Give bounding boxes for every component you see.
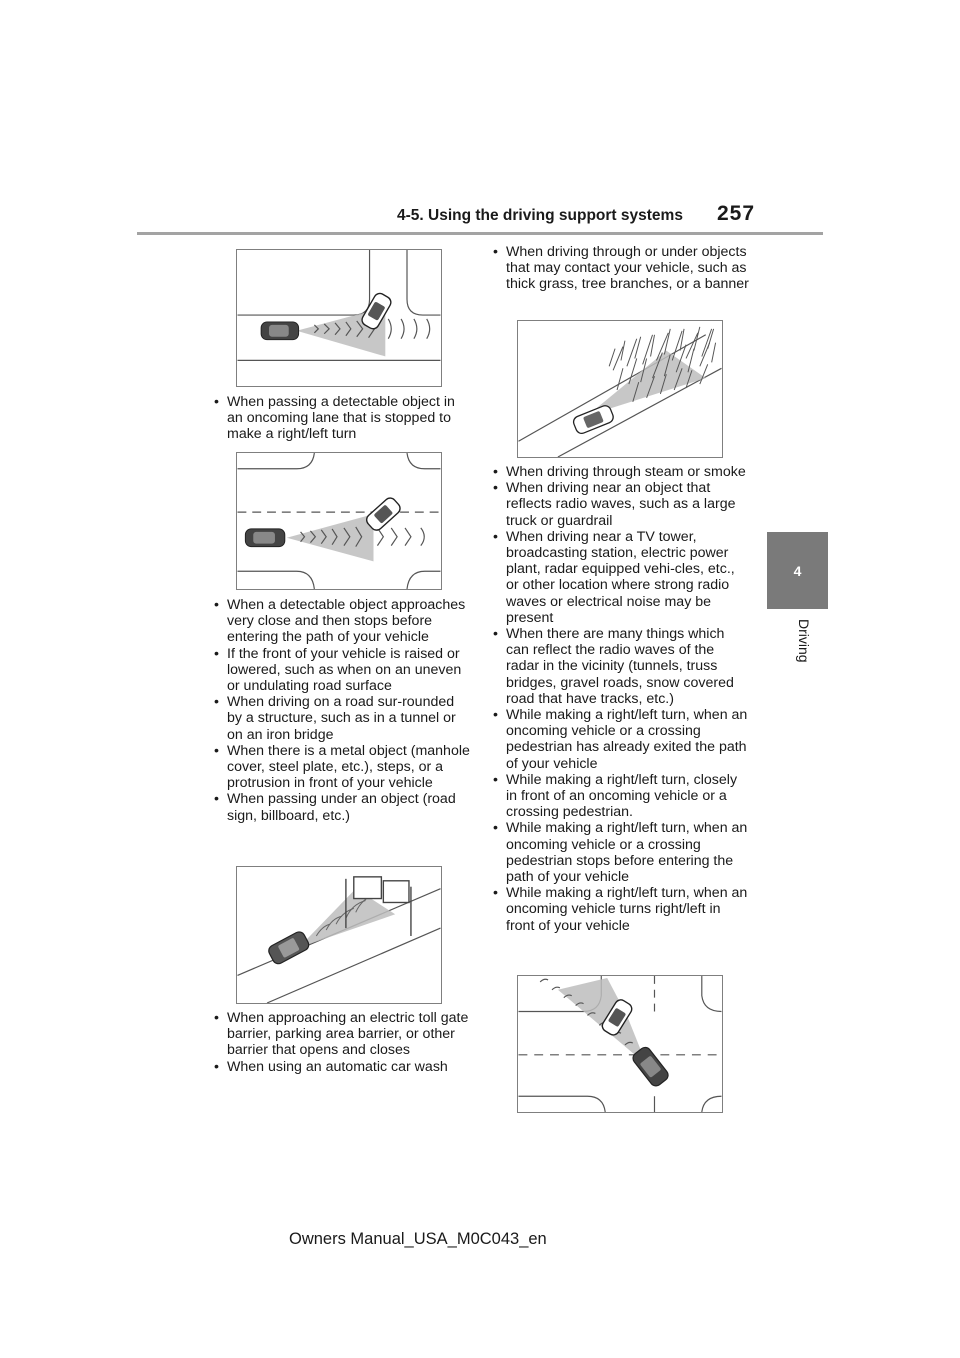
list-item: • When there is a metal object (manhole cover, steel plate, etc.), steps, or a protrusion in front of your vehicle	[209, 743, 471, 792]
list-item: • While making a right/left turn, closely in front of an oncoming vehicle or a crossing pedestrian.	[488, 772, 750, 821]
left-text-block-1	[209, 394, 471, 443]
illustration-turning-vehicle-intersection	[236, 249, 442, 387]
left-text-block-3	[209, 1010, 471, 1075]
list-item: • While making a right/left turn, when an oncoming vehicle or a crossing pedestrian stops before entering the path of your vehicle	[488, 820, 750, 885]
chapter-tab[interactable]	[767, 532, 828, 609]
list-item: • When driving on a road sur-rounded by a structure, such as in a tunnel or on an iron bridge	[209, 694, 471, 743]
list-item: • When there are many things which can reflect the radio waves of the radar in the vicinity (tunnels, truss bridges, gravel roads, snow covered road that have tracks, etc.)	[488, 626, 750, 707]
list-item: • When driving through or under objects that may contact your vehicle, such as thick grass, tree branches, or a banner	[488, 244, 750, 293]
list-item: • When passing under an object (road sign, billboard, etc.)	[209, 791, 471, 823]
page-number: 257	[717, 202, 756, 225]
list-item: • When driving near an object that reflects radio waves, such as a large truck or guardrail	[488, 480, 750, 529]
list-item: • When driving through steam or smoke	[488, 464, 750, 480]
illustration-oncoming-vehicle-stopped	[236, 452, 442, 590]
footer-manual-id: Owners Manual_USA_M0C043_en	[289, 1230, 547, 1248]
list-item: • When a detectable object approaches very close and then stops before entering the path of your vehicle	[209, 597, 471, 646]
section-title: 4-5. Using the driving support systems	[397, 207, 683, 224]
illustration-thick-grass-branches	[517, 320, 723, 458]
list-item: • While making a right/left turn, when an oncoming vehicle turns right/left in front of your vehicle	[488, 885, 750, 934]
list-item: • While making a right/left turn, when an oncoming vehicle or a crossing pedestrian has already exited the path of your vehicle	[488, 707, 750, 772]
chapter-label: Driving	[796, 619, 812, 663]
chapter-number: 4	[793, 562, 802, 579]
right-text-block-2	[488, 464, 750, 934]
illustration-oncoming-vehicle-turning	[517, 975, 723, 1113]
list-item: • When approaching an electric toll gate barrier, parking area barrier, or other barrier that opens and closes	[209, 1010, 471, 1059]
right-text-block-1	[488, 244, 750, 293]
list-item: • When passing a detectable object in an oncoming lane that is stopped to make a right/left turn	[209, 394, 471, 443]
list-item: • When using an automatic car wash	[209, 1059, 471, 1075]
list-item: • When driving near a TV tower, broadcasting station, electric power plant, radar equipped vehi-cles, etc., or other location where strong radio waves or electrical noise may be present	[488, 529, 750, 626]
left-text-block-2	[209, 597, 471, 824]
list-item: • If the front of your vehicle is raised or lowered, such as when on an uneven or undulating road surface	[209, 646, 471, 695]
header-divider	[137, 232, 823, 235]
illustration-overhead-road-sign	[236, 866, 442, 1004]
